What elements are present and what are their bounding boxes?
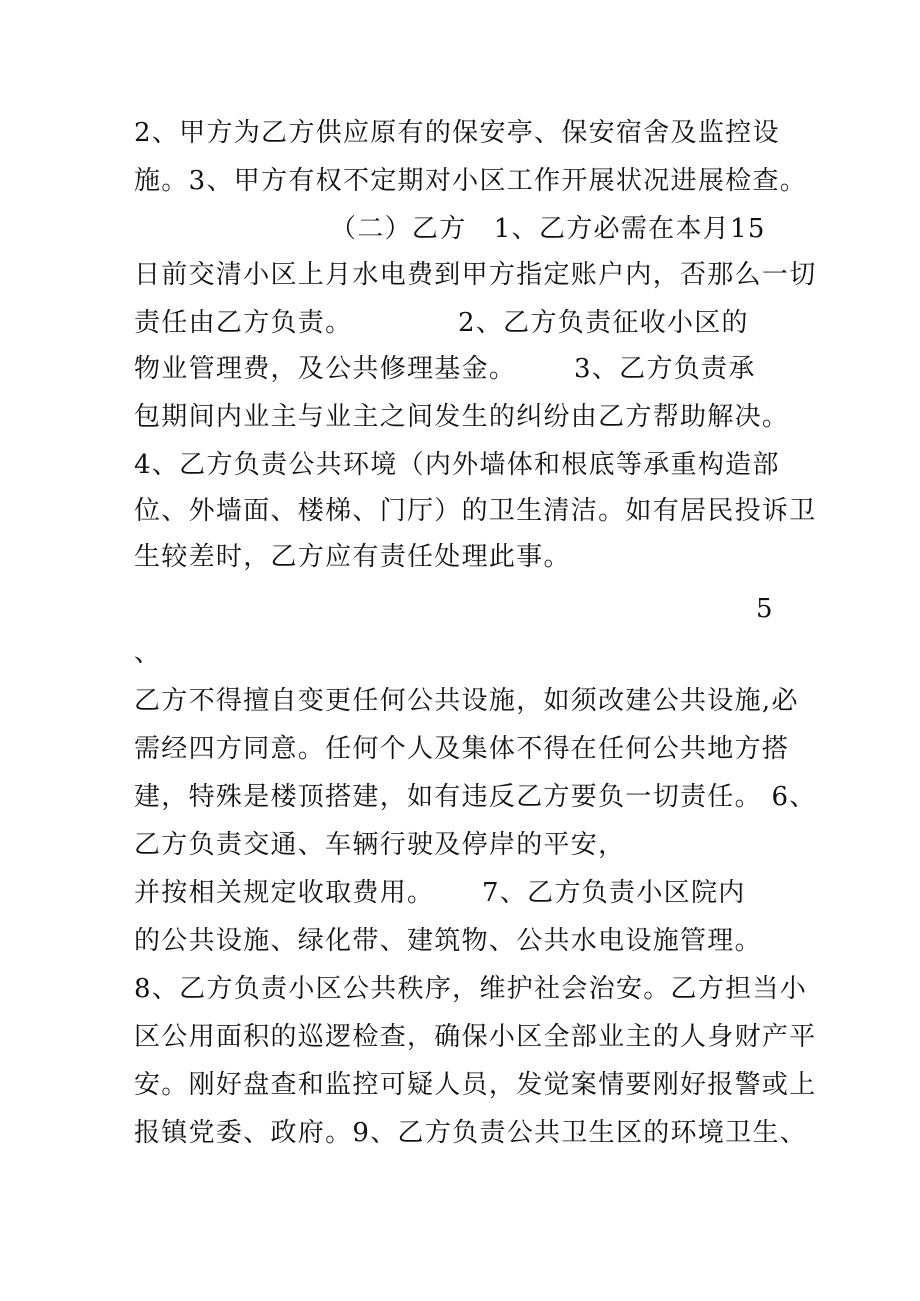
text-line: 施。3、甲方有权不定期对小区工作开展状况进展检查。	[134, 166, 808, 196]
text-line: 包期间内业主与业主之间发生的纠纷由乙方帮助解决。	[134, 402, 790, 432]
text-line: 、	[134, 638, 162, 668]
text-line: 乙方负责交通、车辆行驶及停岸的平安，	[134, 830, 626, 860]
text-line: 8、乙方负责小区公共秩序，维护社会治安。乙方担当小	[134, 974, 808, 1004]
text-line: 责任由乙方负责。	[134, 308, 353, 338]
text-line: 物业管理费，及公共修理基金。	[134, 354, 517, 384]
text-line: 4、乙方负责公共环境（内外墙体和根底等承重构造部	[134, 450, 780, 480]
text-line: 5	[756, 594, 774, 624]
text-line: 并按相关规定收取费用。	[134, 878, 435, 908]
text-line: 生较差时，乙方应有责任处理此事。	[134, 542, 571, 572]
text-line: 7、乙方负责小区院内	[482, 878, 746, 908]
text-line: 2、甲方为乙方供应原有的保安亭、保安宿舍及监控设	[134, 118, 780, 148]
text-line: 区公用面积的巡逻检查，确保小区全部业主的人身财产平	[134, 1022, 817, 1052]
text-line: 建，特殊是楼顶搭建，如有违反乙方要负一切责任。 6、	[134, 782, 817, 812]
text-line: 的公共设施、绿化带、建筑物、公共水电设施管理。	[134, 926, 762, 956]
text-line: 需经四方同意。任何个人及集体不得在任何公共地方搭	[134, 734, 790, 764]
text-line: 报镇党委、政府。9、乙方负责公共卫生区的环境卫生、	[134, 1118, 808, 1148]
text-line: 3、乙方负责承	[574, 354, 756, 384]
text-line: 位、外墙面、楼梯、门厅）的卫生清洁。如有居民投诉卫	[134, 496, 817, 526]
text-line: 安。刚好盘查和监控可疑人员，发觉案情要刚好报警或上	[134, 1070, 817, 1100]
text-line: 日前交清小区上月水电费到甲方指定账户内，否那么一切	[134, 260, 817, 290]
text-line: 乙方不得擅自变更任何公共设施，如须改建公共设施,必	[134, 686, 799, 716]
text-line: （二）乙方 1、乙方必需在本月15	[330, 214, 766, 244]
text-line: 2、乙方负责征收小区的	[458, 308, 749, 338]
